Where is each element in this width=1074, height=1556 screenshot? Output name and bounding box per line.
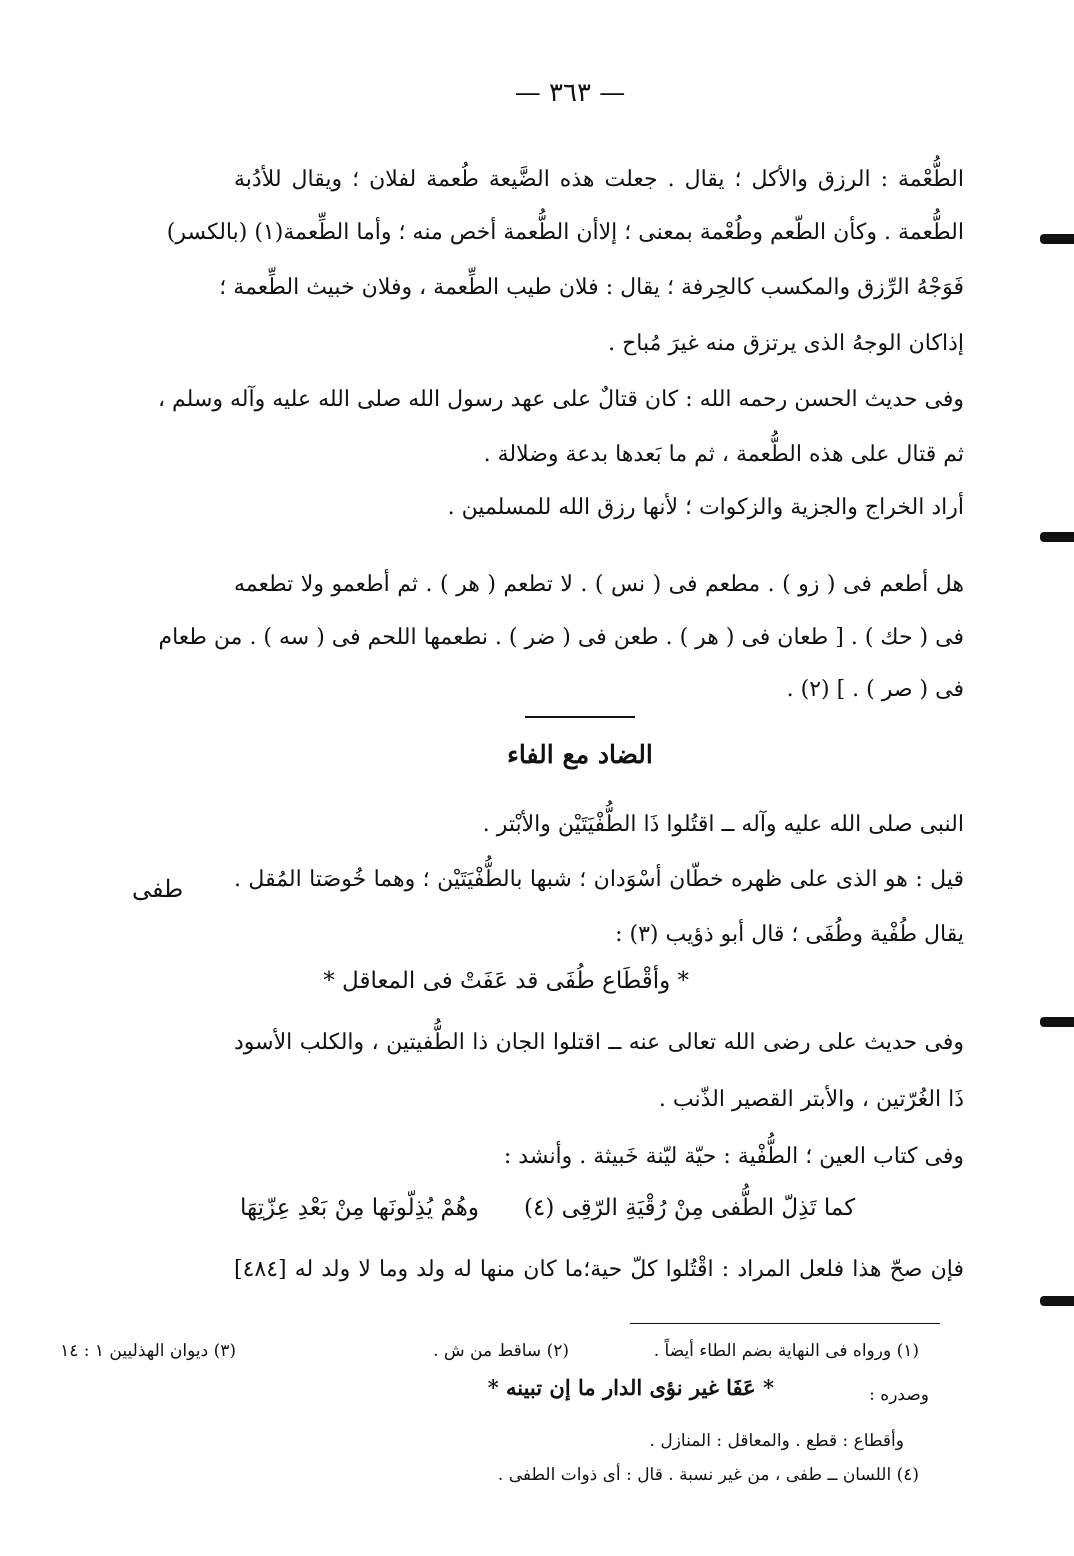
explanation-line: أراد الخراج والجزية والزكوات ؛ لأنها رزق الله للمسلمين . (447, 495, 964, 520)
footnote-4: (٤) اللسان ــ طفى ، من غير نسبة . قال : أى ذوات الطفى . (497, 1465, 919, 1485)
scan-edge-mark (1040, 532, 1074, 542)
entry-1-line-2: الطُّعمة . وكأن الطّعم وطُعْمة بمعنى ؛ إلاأن الطُّعمة أخص منه ؛ وأما الطِّعمة(١) (بالكسر) (166, 220, 964, 245)
footnote-1: (١) ورواه فى النهاية بضم الطاء أيضاً . (653, 1341, 919, 1361)
entry-2-line-5: ذَا الغُرّتين ، والأبتر القصير الذّنب . (658, 1087, 964, 1112)
entry-2-line-6: وفى كتاب العين ؛ الطُّفْية : حيّة ليّنة خَبيثة . وأنشد : (503, 1144, 964, 1169)
entry-2-line-4: وفى حديث على رضى الله تعالى عنه ــ اقتلوا الجان ذا الطُّفيتين ، والكلب الأسود (234, 1030, 964, 1055)
footnote-gloss: وأقطاع : قطع . والمعاقل : المنازل . (649, 1431, 904, 1451)
entry-2-line-2: قيل : هو الذى على ظهره خطّان أسْوَدان ؛ شبها بالطُّفْيَتَيْن ؛ وهما خُوصَتا المُقل . (234, 867, 964, 892)
cross-refs-line-2: فى ( حك ) . [ طعان فى ( هر ) . طعن فى ( ضر ) . نطعمها اللحم فى ( سه ) . من طعام (158, 625, 964, 650)
footnote-3: (٣) ديوان الهذليين ١ : ١٤ (60, 1341, 236, 1361)
verse-1: * وأقْطَاع طُفَى قد عَفَتْ فى المعاقل * (323, 968, 689, 994)
cross-refs-line-3: فى ( صر ) . ] (٢) . (786, 677, 964, 702)
entry-1-line-1: الطُّعْمة : الرزق والأكل ؛ يقال . جعلت هذه الضَّيعة طُعمة لفلان ؛ ويقال للأدُبة (234, 167, 964, 192)
hadith-hasan-line-2: ثم قتال على هذه الطُّعمة ، ثم ما بَعدها بدعة وضلالة . (483, 442, 964, 467)
footnote-2: (٢) ساقط من ش . (433, 1341, 569, 1361)
section-heading: الضاد مع الفاء (507, 740, 653, 769)
page-number: — ٣٦٣ — (514, 78, 626, 108)
footnote-sadr-verse: * عَفَا غير نؤى الدار ما إن تبينه * (487, 1375, 774, 1400)
entry-1-line-4: إذاكان الوجهُ الذى يرتزق منه غيرَ مُباح . (608, 331, 964, 356)
hadith-hasan-line-1: وفى حديث الحسن رحمه الله : كان قتالٌ على عهد رسول الله صلى الله عليه وآله وسلم ، (157, 387, 964, 412)
scan-edge-mark (1040, 234, 1074, 244)
verse-2-hemistich-2: كما تَذِلّ الطُّفى مِنْ رُقْيَةِ الرّقِى (٤) (524, 1195, 856, 1221)
entry-2-line-7: فإن صحّ هذا فلعل المراد : اقْتُلوا كلّ حية؛ما كان منها له ولد وما لا ولد له [٤٨٤] (234, 1257, 964, 1282)
scan-edge-mark (1040, 1017, 1074, 1027)
scan-edge-mark (1040, 1296, 1074, 1306)
entry-1-line-3: فَوَجْهُ الرِّزق والمكسب كالحِرفة ؛ يقال : فلان طيب الطِّعمة ، وفلان خبيث الطِّعمة ؛ (219, 275, 964, 300)
footnote-sadr-label: وصدره : (869, 1385, 929, 1405)
margin-root-word: طفى (132, 875, 184, 903)
entry-2-line-1: النبى صلى الله عليه وآله ــ اقتُلوا ذَا الطُّفْيَتَيْن والأبْتر . (482, 812, 964, 837)
section-divider (525, 716, 635, 718)
cross-refs-line-1: هل أطعم فى ( زو ) . مطعم فى ( نس ) . لا تطعم ( هر ) . ثم أطعمو ولا تطعمه (234, 572, 964, 597)
entry-2-line-3: يقال طُفْية وطُفَى ؛ قال أبو ذؤيب (٣) : (615, 922, 964, 947)
verse-2-hemistich-1: وهُمْ يُذِلّونَها مِنْ بَعْدِ عِزّتِهَا (240, 1195, 479, 1221)
footnote-separator (630, 1323, 940, 1324)
